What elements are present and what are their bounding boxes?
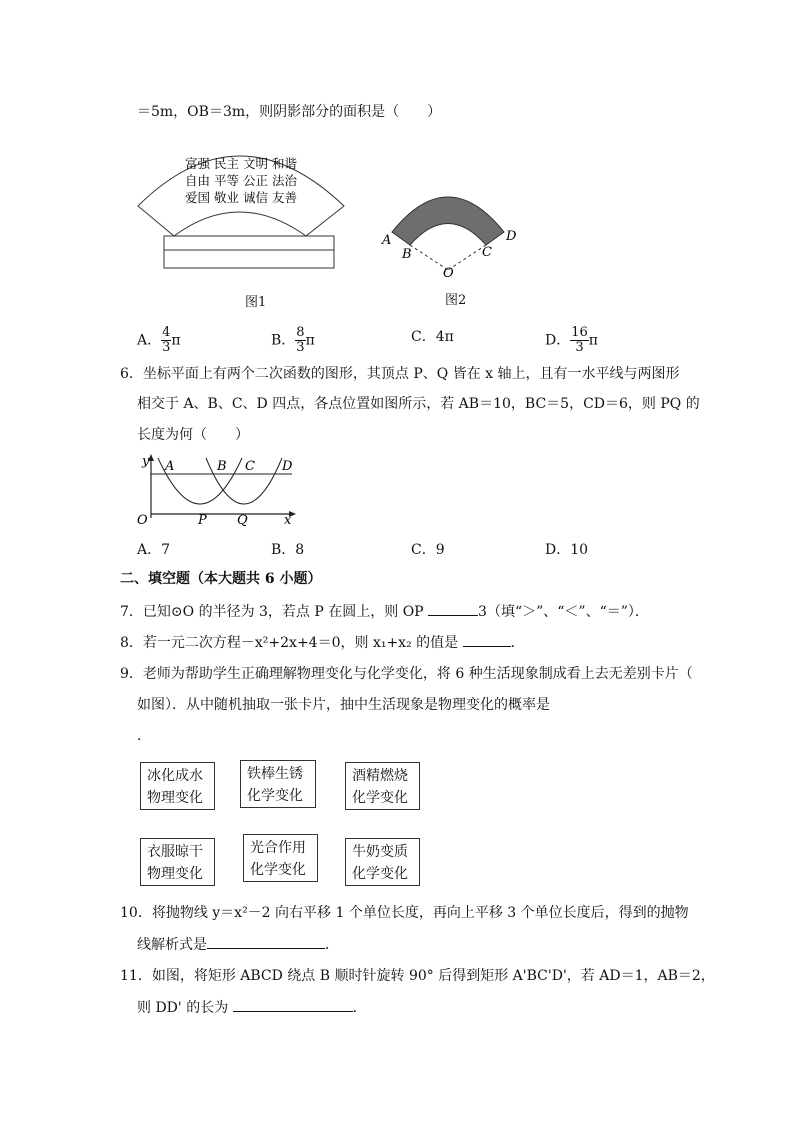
q11-line-1: 11．如图，将矩形 ABCD 绕点 B 顺时针旋转 90° 后得到矩形 A'BC'D'，若 AD＝1，AB＝2， (120, 968, 715, 984)
graph-label-d: D (282, 459, 293, 474)
label-b: B (402, 247, 412, 262)
q10-line-1: 10．将抛物线 y＝x²－2 向右平移 1 个单位长度，再向上平移 3 个单位长度后，得到的抛物 (120, 905, 689, 921)
graph-label-o: O (137, 513, 148, 528)
q5-stem: ＝5m，OB＝3m，则阴影部分的面积是（ ） (137, 104, 442, 120)
q6-option-a: A．7 (137, 542, 171, 558)
fan-base-top (164, 236, 334, 250)
graph-label-y: y (142, 454, 150, 469)
q5-figure-1 (136, 128, 346, 278)
label-d: D (506, 229, 517, 244)
q11-blank[interactable] (233, 997, 353, 1012)
q6-option-b: B．8 (271, 542, 305, 558)
label-c: C (482, 245, 492, 260)
q6-graph (134, 452, 304, 530)
fig2-caption: 图2 (445, 293, 467, 308)
q6-line-2: 相交于 A、B、C、D 四点，各点位置如图所示，若 AB＝10，BC＝5，CD＝6，则 PQ 的 (137, 396, 700, 412)
q9-line-1: 9．老师为帮助学生正确理解物理变化与化学变化，将 6 种生活现象制成看上去无差别卡片（ (120, 666, 693, 682)
fan-text-line-1: 富强 民主 文明 和谐 (185, 156, 297, 171)
fan-base-bottom (164, 250, 334, 268)
card-1: 冰化成水 物理变化 (140, 762, 215, 810)
fan-text-line-3: 爱国 敬业 诚信 友善 (185, 190, 297, 205)
q5-figure-2 (378, 180, 528, 280)
q8: 8．若一元二次方程－x²+2x+4＝0，则 x₁+x₂ 的值是 ． (120, 632, 525, 653)
card-2: 铁棒生锈 化学变化 (240, 760, 316, 808)
q7-blank[interactable] (428, 601, 478, 616)
graph-label-x: x (284, 513, 292, 528)
card-3: 酒精燃烧 化学变化 (345, 762, 420, 810)
shaded-annular-sector (392, 197, 504, 245)
q7: 7．已知⊙O 的半径为 3，若点 P 在圆上，则 OP 3（填“＞”、“＜”、“＝”）． (120, 601, 649, 622)
label-a: A (382, 233, 392, 248)
q10-blank[interactable] (207, 934, 325, 949)
q6-option-c: C．9 (411, 542, 445, 558)
section-2-title: 二、填空题（本大题共 6 小题） (120, 571, 322, 587)
card-5: 光合作用 化学变化 (243, 834, 318, 882)
q6-line-3: 长度为何（ ） (137, 427, 249, 443)
label-o: O (443, 266, 454, 280)
dashed-oc (448, 245, 486, 270)
q11-line-2: 则 DD' 的长为 ． (137, 997, 367, 1018)
graph-label-b: B (217, 459, 227, 474)
q8-blank[interactable] (463, 632, 511, 647)
fig1-caption: 图1 (245, 295, 267, 310)
q5-option-d: D． $\frac{16}{3}$ π (545, 325, 598, 355)
q5-option-a: A． $\frac{4}{3}$ π (137, 325, 181, 355)
q9-line-3: ． (137, 728, 151, 744)
q6-option-d: D．10 (545, 542, 589, 558)
card-6: 牛奶变质 化学变化 (345, 838, 420, 886)
card-4: 衣服晾干 物理变化 (140, 838, 215, 886)
q5-option-c: C．4π (411, 329, 454, 345)
graph-label-c: C (245, 459, 255, 474)
q6-line-1: 6．坐标平面上有两个二次函数的图形，其顶点 P、Q 皆在 x 轴上，且有一水平线与两图形 (120, 366, 680, 382)
q9-line-2: 如图）．从中随机抽取一张卡片，抽中生活现象是物理变化的概率是 (137, 697, 550, 713)
q10-line-2: 线解析式是 ． (137, 934, 339, 955)
graph-label-p: P (198, 513, 207, 528)
graph-label-q: Q (237, 513, 248, 528)
q5-option-b: B． $\frac{8}{3}$ π (271, 325, 315, 355)
graph-label-a: A (165, 459, 175, 474)
fan-text-line-2: 自由 平等 公正 法治 (185, 173, 297, 188)
